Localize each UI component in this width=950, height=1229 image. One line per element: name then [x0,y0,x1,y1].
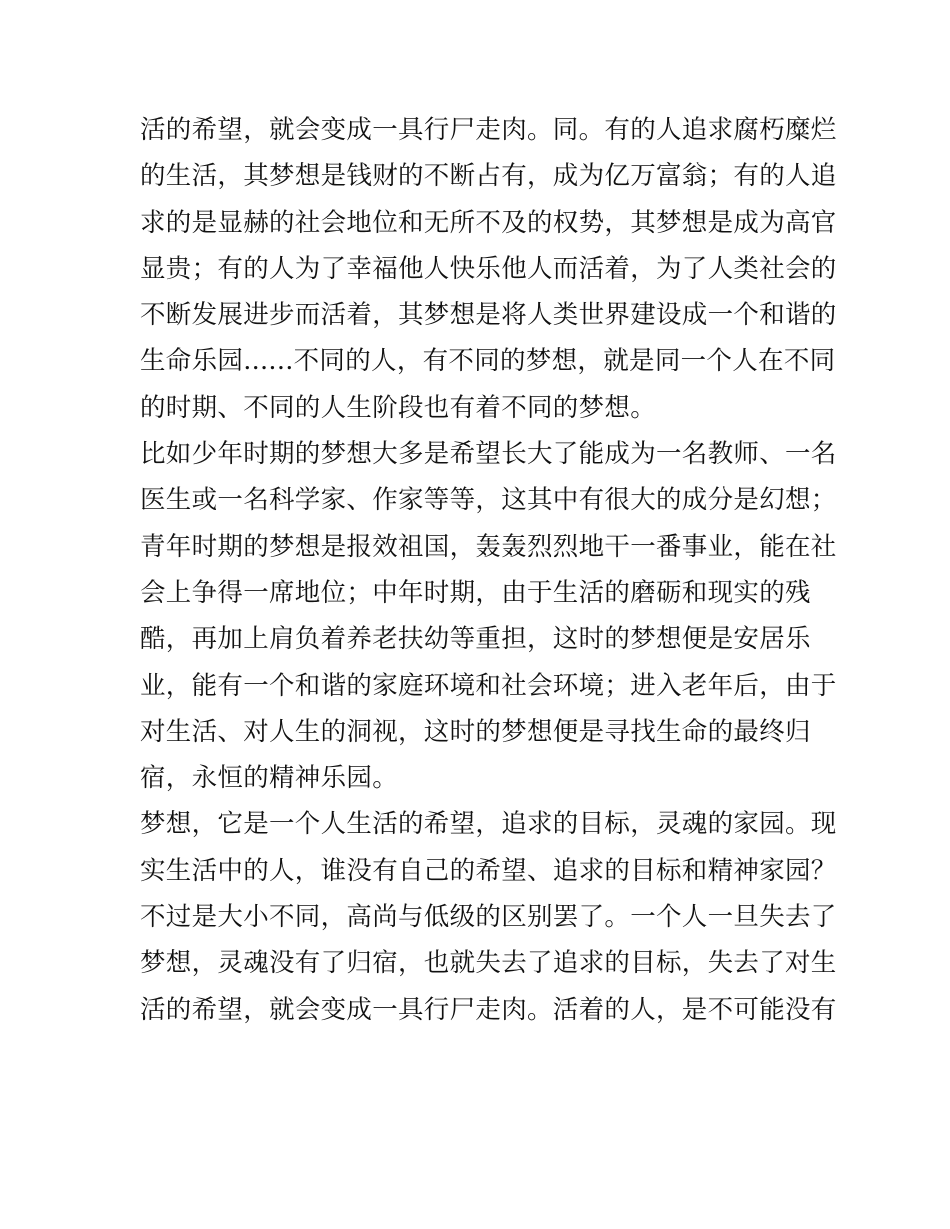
text-line: 求的是显赫的社会地位和无所不及的权势，其梦想是成为高官 [140,207,837,238]
text-line: 的时期、不同的人生阶段也有着不同的梦想。 [140,392,657,423]
text-line: 实生活中的人，谁没有自己的希望、追求的目标和精神家园？ [140,855,837,886]
text-line: 青年时期的梦想是报效祖国，轰轰烈烈地干一番事业，能在社 [140,531,837,562]
text-line: 活的希望，就会变成一具行尸走肉。活着的人，是不可能没有 [140,994,837,1025]
text-line: 酷，再加上肩负着养老扶幼等重担，这时的梦想便是安居乐 [140,624,811,655]
text-line: 比如少年时期的梦想大多是希望长大了能成为一名教师、一名 [140,439,837,470]
text-line: 医生或一名科学家、作家等等，这其中有很大的成分是幻想； [140,485,837,516]
text-line: 生命乐园......不同的人，有不同的梦想，就是同一个人在不同 [140,346,836,377]
body-text [140,107,837,1033]
text-line: 对生活、对人生的洞视，这时的梦想便是寻找生命的最终归 [140,716,811,747]
text-line: 会上争得一席地位；中年时期，由于生活的磨砺和现实的残 [140,577,811,608]
text-line: 宿，永恒的精神乐园。 [140,763,399,794]
text-line: 不过是大小不同，高尚与低级的区别罢了。一个人一旦失去了 [140,902,837,933]
text-line: 梦想，灵魂没有了归宿，也就失去了追求的目标，失去了对生 [140,948,837,979]
text-line: 显贵；有的人为了幸福他人快乐他人而活着，为了人类社会的 [140,253,837,284]
text-line: 业，能有一个和谐的家庭环境和社会环境；进入老年后，由于 [140,670,837,701]
text-line: 梦想，它是一个人生活的希望，追求的目标，灵魂的家园。现 [140,809,837,840]
text-line: 不断发展进步而活着，其梦想是将人类世界建设成一个和谐的 [140,300,837,331]
text-line: 活的希望，就会变成一具行尸走肉。同。有的人追求腐朽糜烂 [140,115,837,145]
text-line: 的生活，其梦想是钱财的不断占有，成为亿万富翁；有的人追 [140,161,837,192]
